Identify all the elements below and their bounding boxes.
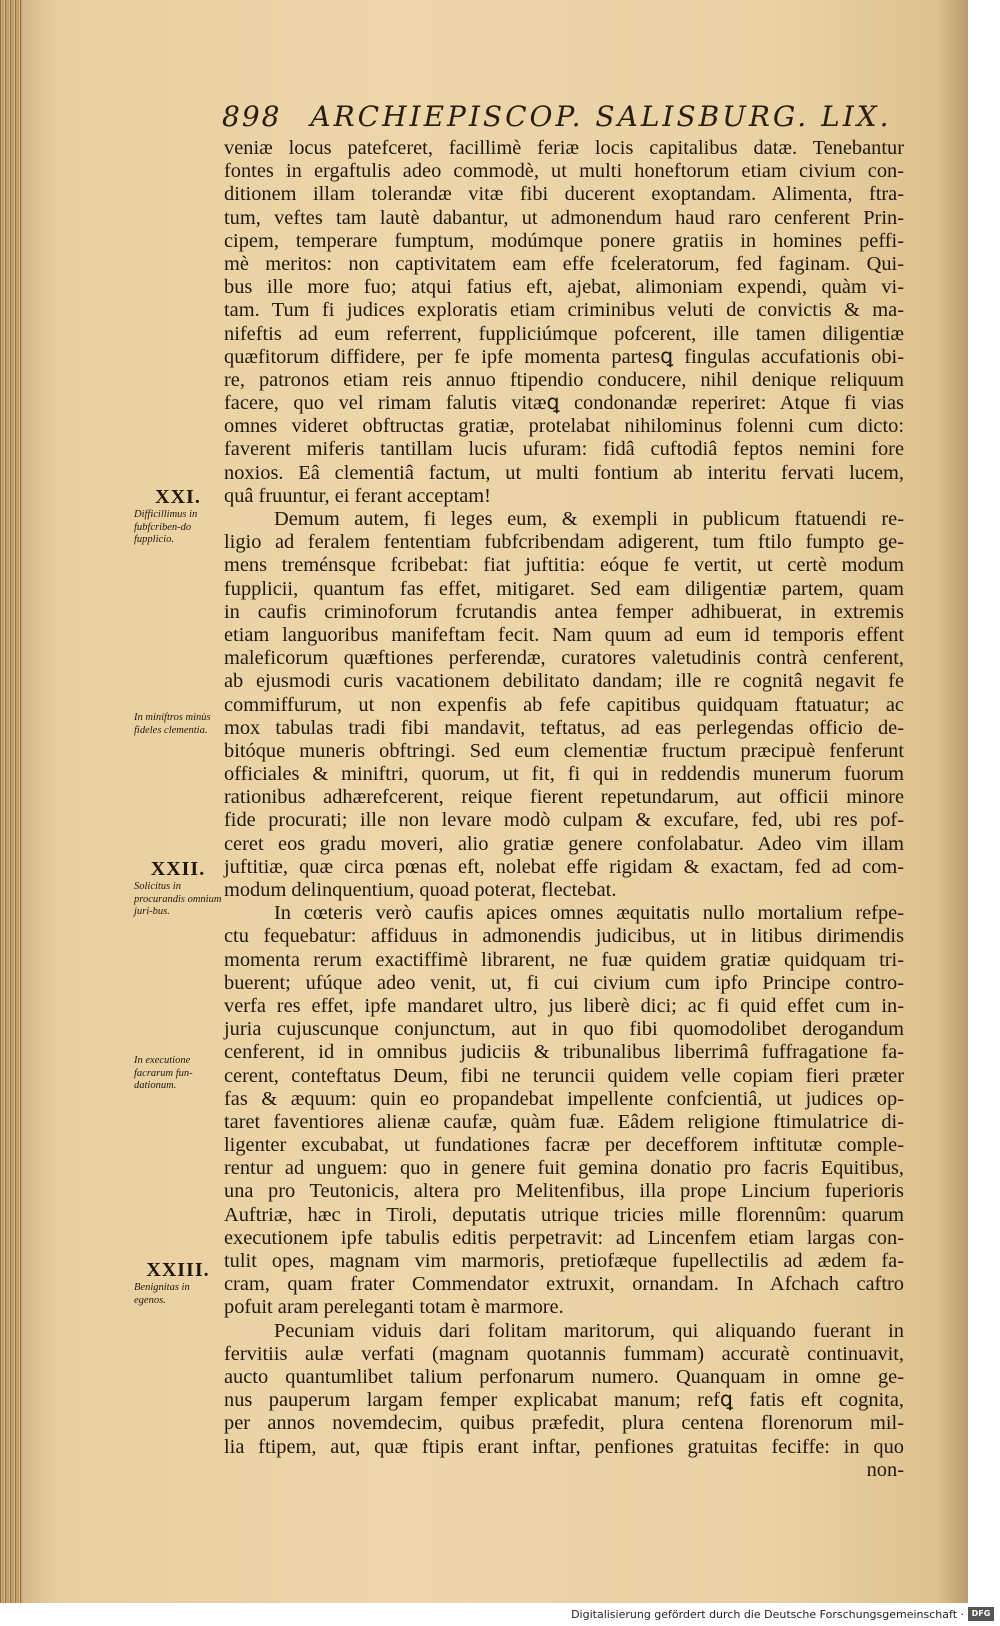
paragraph-start: Demum autem, fi leges eum, & exempli in publicum ftatuendi re-	[274, 508, 904, 530]
margin-note: In executione facrarum fun-dationum.	[134, 1055, 193, 1091]
section-number: XXII.	[150, 858, 206, 880]
paragraph-start: In cœteris verò caufis apices omnes æquitatis nullo mortalium refpe-	[274, 902, 904, 925]
text-line: maleficorum quæftiones perferendæ, curatores valetudinis contrà cenferent,	[224, 647, 904, 670]
text-line: momenta rerum exactiffimè librarent, ne fuæ quidem gratiæ quidquam tri-	[224, 948, 904, 971]
text-line: officiales & miniftri, quorum, ut fit, fi qui in reddendis munerum fuorum	[224, 763, 904, 786]
text-line: tulit opes, magnam vim marmoris, pretiofæque fupellectilis ad ædem fa-	[224, 1250, 904, 1272]
page-edges	[0, 0, 22, 1603]
page-number: 898	[222, 100, 282, 133]
text-line: una pro Teutonicis, altera pro Melitenfibus, illa prope Lincium fuperioris	[224, 1180, 904, 1203]
text-line: lia ftipem, aut, quæ ftipis erant inftar, penfiones gratuitas feciffe: in quo	[224, 1435, 904, 1458]
text-line: bus ille more fuo; atqui fatius eft, ajebat, alimoniam expendi, quàm vi-	[224, 276, 904, 299]
text-line: veniæ locus patefceret, facillimè feriæ locis capitalibus datæ. Tenebantur	[224, 137, 904, 159]
text-line: fide procurati; ille non levare modò culpam & excufare, fed, ubi res pof-	[224, 809, 904, 832]
text-line: etiam languoribus manifeftam fecit. Nam quum ad eum id temporis effent	[224, 623, 904, 646]
text-line: pofuit aram pereleganti totam è marmore.	[224, 1296, 564, 1319]
text-line: ceret eos gradu moveri, alio gratiæ genere confolabatur. Adeo vim illam	[224, 832, 904, 855]
text-line: noxios. Eâ clementiâ factum, ut multi fontium ab interitu fervati lucem,	[224, 461, 904, 484]
section-number: XXI.	[155, 486, 201, 508]
digitization-footer	[0, 1603, 1000, 1626]
text-line: mox tabulas tradi fibi mandavit, teftatus, ad eas perlegendas officio de-	[224, 716, 904, 739]
text-line: re, patronos etiam reis annuo ftipendio conducere, nihil denique reliquum	[224, 368, 904, 391]
text-line: nifeftis ad eum referrent, fuppliciúmque pofcerent, ille tamen diligentiæ	[224, 322, 904, 345]
text-line: aucto quantumlibet talium perfonarum numero. Quanquam in omne ge-	[224, 1365, 904, 1388]
text-line: cipem, temperare fumptum, modúmque ponere gratiis in homines peffi-	[224, 229, 904, 252]
text-line: facere, quo vel rimam falutis vitæꝗ condonandæ reperiret: Atque fi vias	[224, 392, 904, 415]
text-line: cerent, conteftatus Deum, fibi ne teruncii quidem velle copiam fieri præter	[224, 1064, 904, 1087]
text-line: tum, veftes tam lautè dabantur, ut admonendum haud raro cenferent Prin-	[224, 206, 904, 229]
text-line: mè meritos: non captivitatem eam effe fceleratorum, fed faginam. Qui-	[224, 252, 904, 275]
text-line: in caufis criminoforum fcrutandis antea femper adhibuerat, in extremis	[224, 600, 904, 623]
text-line: ab ejusmodi curis vacationem debilitato dandam; ille re cognitâ negavit fe	[224, 670, 904, 693]
text-line: cram, quam frater Commendator extruxit, ornandam. In Afchach caftro	[224, 1273, 904, 1296]
text-line: fervitiis aulæ verfati (magnam quotannis fummam) accuratè continuavit,	[224, 1342, 904, 1365]
text-line: fontes in ergaftulis adeo commodè, ut multi honeftorum etiam civium con-	[224, 160, 904, 183]
text-line: buerent; ufúque adeo venit, ut, fi cui civium cum ipfo Principe contro-	[224, 971, 904, 994]
text-line: fas & æquum: quin eo propandebat impellente confcientiâ, ut judices op-	[224, 1087, 904, 1110]
margin-note-execution	[134, 1055, 222, 1093]
text-line: executionem ipfe tabulis editis perpetravit: ad Lincenfem etiam largas con-	[224, 1226, 904, 1249]
text-line: commiffurum, ut non expenfis ab fefe capitibus quidquam ftatuatur; ac	[224, 693, 904, 716]
text-line: cenferent, id in omnibus judiciis & tribunalibus liberrimâ fuffragatione fa-	[224, 1041, 904, 1064]
text-line: rationibus adhærefcerent, reique fierent repetundarum, aut officii minore	[224, 786, 904, 809]
text-line: fupplicii, quantum fas effet, mitigaret. Sed eam diligentiæ partem, quam	[224, 577, 904, 600]
binding-shadow	[936, 0, 968, 1603]
margin-note: Benignitas in egenos.	[134, 1282, 190, 1306]
text-line: rentur ad unguem: quo in genere fuit gemina donatio pro facris Equitibus,	[224, 1157, 904, 1180]
body-text	[224, 137, 904, 1482]
text-line: bitóque muneris obftringi. Sed eum clementiæ fructum præcipuè fenferunt	[224, 739, 904, 762]
text-line: quâ fruuntur, ei ferant acceptam!	[224, 484, 491, 507]
text-line: taret faventiores alienæ caufæ, quàm fuæ. Eâdem religione ftimulatrice di-	[224, 1110, 904, 1133]
text-line: nus pauperum largam femper explicabat manum; refꝗ fatis eft cognita,	[224, 1389, 904, 1412]
text-line: Auftriæ, hæc in Tiroli, deputatis utrique tricies mille florennûm: quarum	[224, 1203, 904, 1226]
catchword: non-	[866, 1458, 904, 1481]
margin-note: In miniftros minùs fideles clementia.	[134, 712, 211, 736]
text-line: ditionem illam tolerandæ vitæ fibi ducerent exoptandam. Alimenta, ftra-	[224, 183, 904, 206]
running-header	[222, 100, 922, 133]
text-line: faverent miferis tantillam lucis ufuram: fidâ cuftodiâ feptos nemini fore	[224, 438, 904, 461]
text-line: tam. Tum fi judices exploratis etiam criminibus veluti de convictis & ma-	[224, 299, 904, 322]
text-line: juftitiæ, quæ circa pœnas eft, nolebat effe rigidam & exactam, fed ad com-	[224, 855, 904, 878]
text-line: ligenter excubabat, ut fundationes facræ per decefforem inftitutæ comple-	[224, 1134, 904, 1157]
text-line: juria cujuscunque conjunctum, aut in quo fibi quomodolibet derogandum	[224, 1018, 904, 1041]
margin-note: Solicitus in procurandis omnium juri-bus.	[134, 881, 222, 917]
margin-section-xxiii	[134, 1259, 222, 1307]
paragraph-start: Pecuniam viduis dari folitam maritorum, qui aliquando fuerant in	[274, 1319, 904, 1342]
text-line: modum delinquentium, quoad poterat, flectebat.	[224, 879, 617, 901]
margin-note: Difficillimus in fubfcriben-do fupplicio.	[134, 509, 198, 545]
margin-section-xxi	[134, 486, 222, 547]
text-line: ligio ad feralem fententiam fubfcribendam adigerent, tum ftilo fumpto ge-	[224, 531, 904, 554]
dfg-logo: DFG	[968, 1607, 994, 1621]
text-line: mens treménsque fcribebat: fiat juftitia: eóque fe vertit, ut certè modum	[224, 554, 904, 577]
text-line: per annos novemdecim, quibus præfedit, plura centena florenorum mil-	[224, 1412, 904, 1435]
running-title: ARCHIEPISCOP. SALISBURG. LIX.	[310, 100, 892, 133]
text-line: omnes videret obftructas gratiæ, protelabat nihilominus folenni cum dicto:	[224, 415, 904, 438]
margin-section-xxii	[134, 858, 222, 919]
section-number: XXIII.	[146, 1259, 210, 1281]
margin-note-ministros	[134, 712, 222, 737]
text-line: verfa res effet, ipfe mandaret ultro, jus liberè dici; ac fi quid effet cum in-	[224, 994, 904, 1017]
funding-credit: Digitalisierung gefördert durch die Deutsche Forschungsgemeinschaft ·	[571, 1608, 964, 1621]
text-line: quæfitorum diffidere, per fe ipfe momenta partesꝗ fingulas accufationis obi-	[224, 345, 904, 368]
text-line: ctu fequebatur: affiduus in admonendis judicibus, ut in litibus dirimendis	[224, 925, 904, 948]
